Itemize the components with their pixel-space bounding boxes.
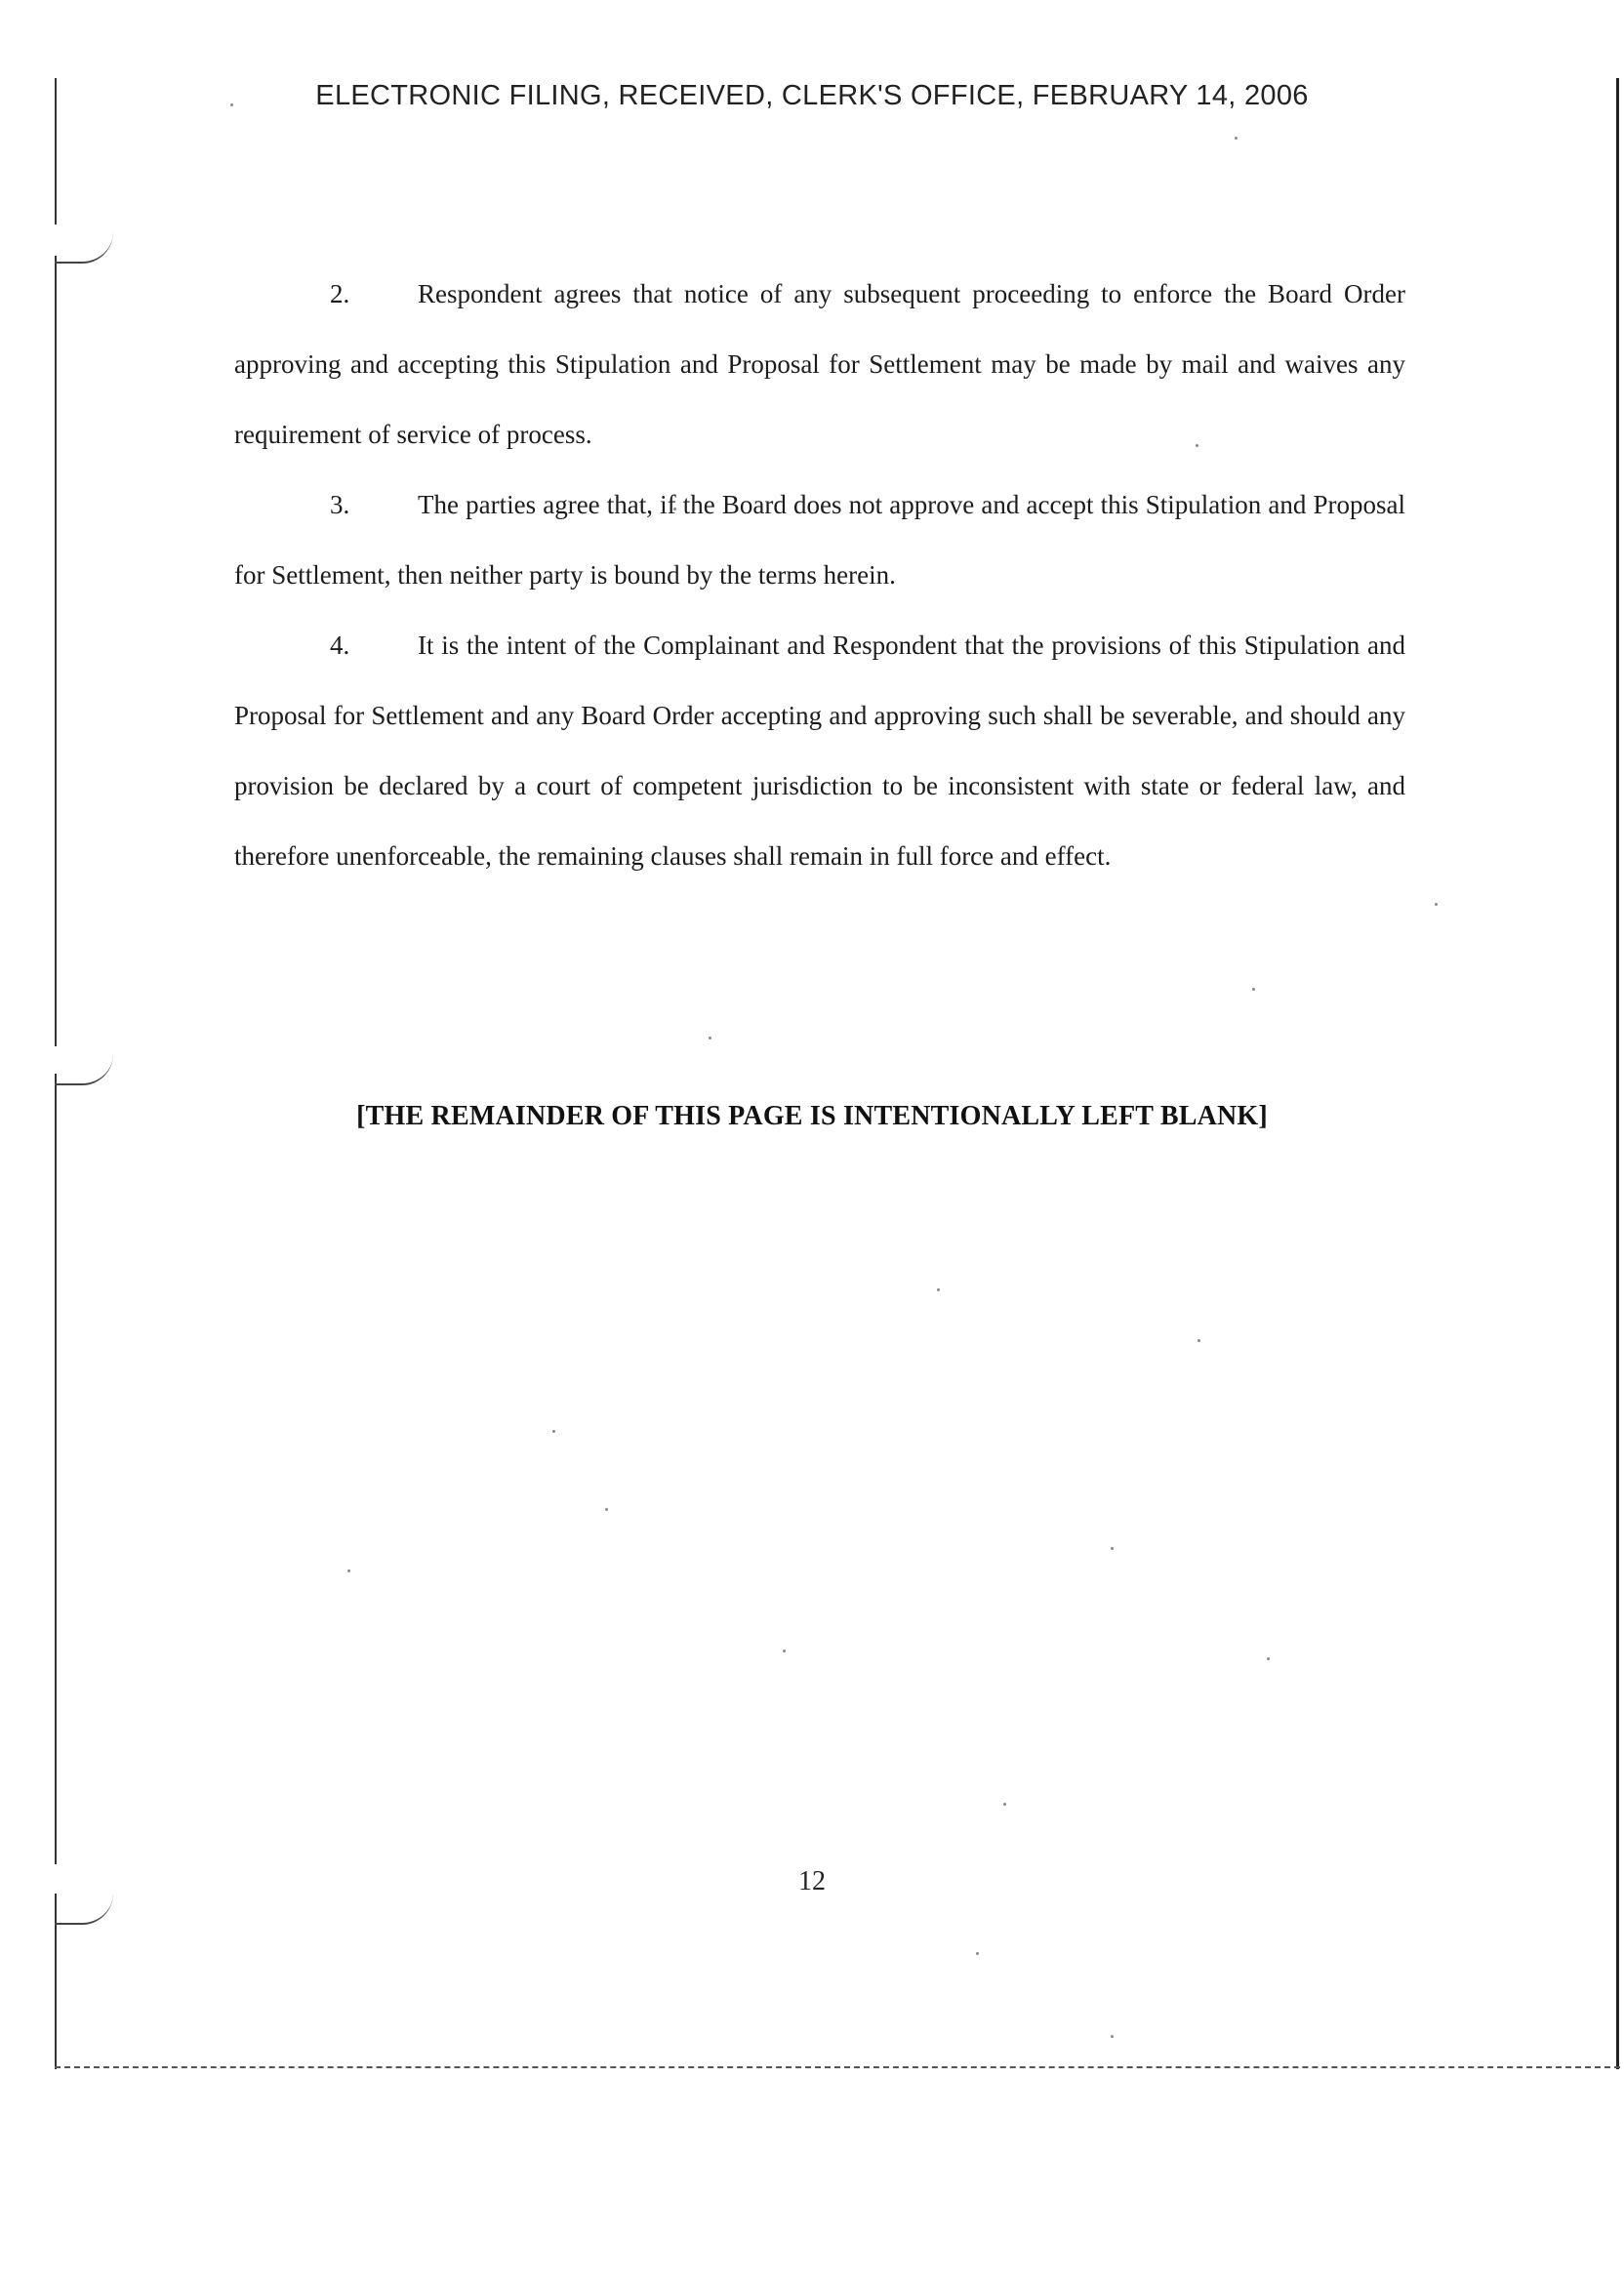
scan-speck [976,1952,979,1955]
paragraph-text: It is the intent of the Complainant and Respondent that the provisions of this Stipulation and Proposal for Settlement and any Board Order accepting and approving such shall be severable, and should any provision be declared by a court of competent jurisdiction to be inconsistent with state or federal law, and therefore unenforceable, the remaining clauses shall remain in full force and effect. [234,631,1405,871]
scan-speck [1198,1339,1200,1342]
scan-speck [1235,137,1238,140]
scan-right-edge [1616,78,1619,2069]
scan-speck [347,1569,350,1572]
intentionally-blank-notice: [THE REMAINDER OF THIS PAGE IS INTENTIONALLY LEFT BLANK] [356,1101,1268,1131]
filing-stamp-header: ELECTRONIC FILING, RECEIVED, CLERK'S OFFICE, FEBRUARY 14, 2006 [315,80,1309,111]
paragraph-number: 3. [330,490,350,519]
scan-speck [783,1650,786,1652]
scan-speck [552,1430,555,1433]
paragraph-text: Respondent agrees that notice of any subsequent proceeding to enforce the Board Order approving and accepting this Stipulation and Proposal for Settlement may be made by mail and waives any requirement of service of process. [234,279,1405,449]
scan-speck [1267,1657,1270,1660]
paragraph-4 [234,610,1405,891]
scan-bottom-edge [55,2066,1620,2068]
binder-edge-line [55,256,57,1046]
scan-speck [605,1508,608,1511]
binder-edge-line [55,1074,57,1864]
paragraph-number: 2. [330,279,350,308]
paragraph-3 [234,469,1405,610]
paragraph-number: 4. [330,631,350,660]
scan-speck [709,1037,711,1039]
scan-speck [1003,1803,1006,1806]
paragraph-text: The parties agree that, if the Board does not approve and accept this Stipulation and Proposal for Settlement, then neither party is bound by the terms herein. [234,490,1405,590]
page-number: 12 [798,1866,826,1896]
binder-curl-mark [55,1894,113,1925]
binder-curl-mark [55,232,113,264]
scan-speck [1111,1547,1114,1550]
scan-speck [1111,2035,1114,2038]
body-text [234,259,1405,891]
scan-speck [1252,988,1255,991]
paragraph-2 [234,259,1405,469]
scan-speck [937,1288,940,1291]
scan-speck [1435,903,1438,906]
binder-curl-mark [55,1054,113,1085]
